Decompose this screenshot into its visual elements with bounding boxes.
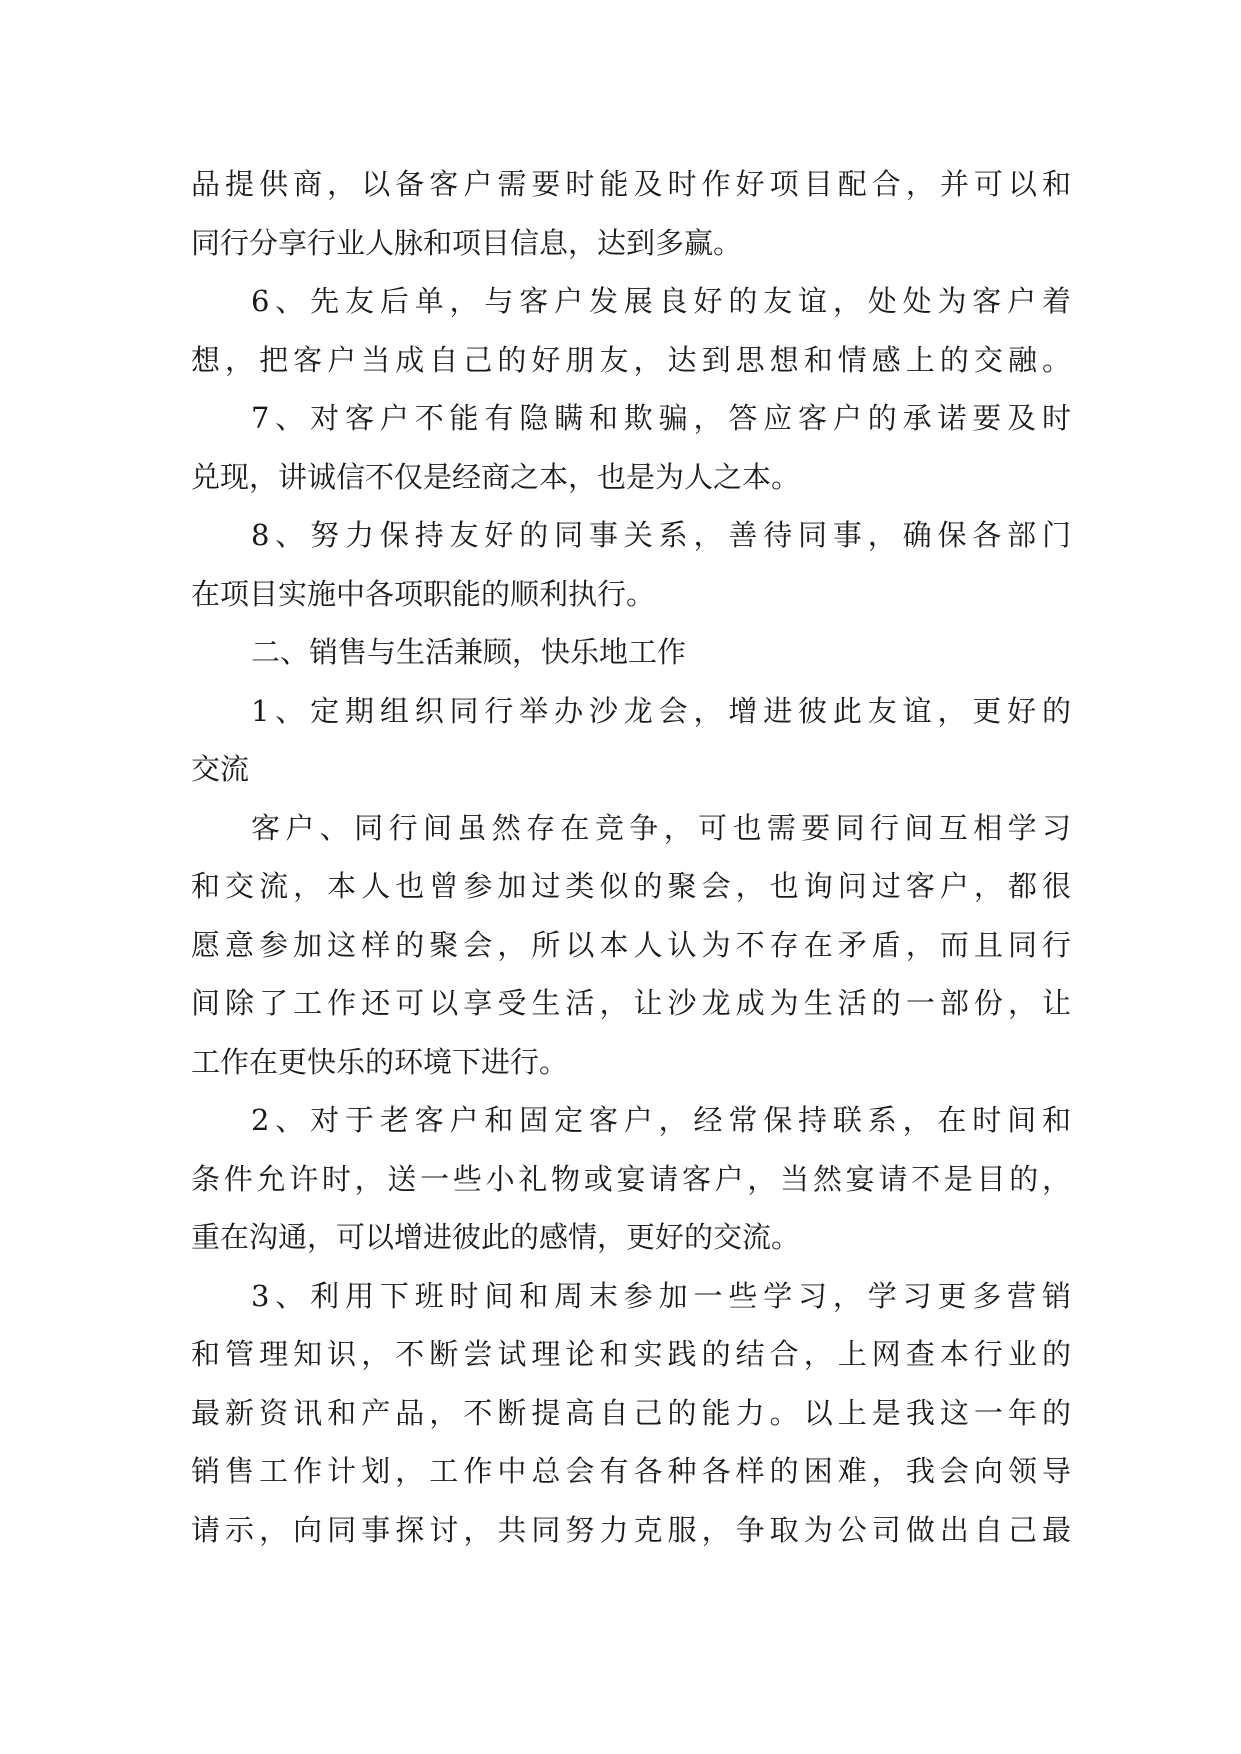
text-line: 和交流，本人也曾参加过类似的聚会，也询问过客户，都很 <box>191 869 1071 903</box>
text-line: 8、努力保持友好的同事关系，善待同事，确保各部门 <box>251 518 1071 552</box>
text-line: 间除了工作还可以享受生活，让沙龙成为生活的一部份，让 <box>191 986 1071 1020</box>
text-line: 2、对于老客户和固定客户，经常保持联系，在时间和 <box>251 1103 1071 1137</box>
text-line: 请示，向同事探讨，共同努力克服，争取为公司做出自己最 <box>191 1512 1071 1547</box>
text-line: 品提供商，以备客户需要时能及时作好项目配合，并可以和 <box>191 167 1071 201</box>
text-line: 7、对客户不能有隐瞒和欺骗，答应客户的承诺要及时 <box>251 401 1071 435</box>
text-line: 客户、同行间虽然存在竞争，可也需要同行间互相学习 <box>251 810 1071 845</box>
text-line: 想，把客户当成自己的好朋友，达到思想和情感上的交融。 <box>191 342 1071 377</box>
text-line: 交流 <box>191 752 250 786</box>
text-line: 1、定期组织同行举办沙龙会，增进彼此友谊，更好的 <box>251 693 1071 728</box>
text-line: 最新资讯和产品，不断提高自己的能力。以上是我这一年的 <box>191 1395 1071 1430</box>
text-line: 在项目实施中各项职能的顺利执行。 <box>191 576 656 611</box>
text-line: 重在沟通，可以增进彼此的感情，更好的交流。 <box>191 1220 801 1254</box>
text-line: 愿意参加这样的聚会，所以本人认为不存在矛盾，而且同行 <box>191 927 1071 962</box>
text-line: 条件允许时，送一些小礼物或宴请客户，当然宴请不是目的， <box>191 1161 1071 1196</box>
section-heading: 二、销售与生活兼顾，快乐地工作 <box>251 635 687 669</box>
text-line: 兑现，讲诚信不仅是经商之本，也是为人之本。 <box>191 459 801 494</box>
text-line: 3、利用下班时间和周末参加一些学习，学习更多营销 <box>251 1278 1071 1313</box>
text-line: 工作在更快乐的环境下进行。 <box>191 1044 569 1079</box>
text-line: 销售工作计划，工作中总会有各种各样的困难，我会向领导 <box>191 1454 1071 1488</box>
text-line: 6、先友后单，与客户发展良好的友谊，处处为客户着 <box>251 284 1071 318</box>
document-body <box>191 155 1071 1559</box>
text-line: 和管理知识，不断尝试理论和实践的结合，上网查本行业的 <box>191 1337 1071 1371</box>
text-line: 同行分享行业人脉和项目信息，达到多赢。 <box>191 225 743 260</box>
